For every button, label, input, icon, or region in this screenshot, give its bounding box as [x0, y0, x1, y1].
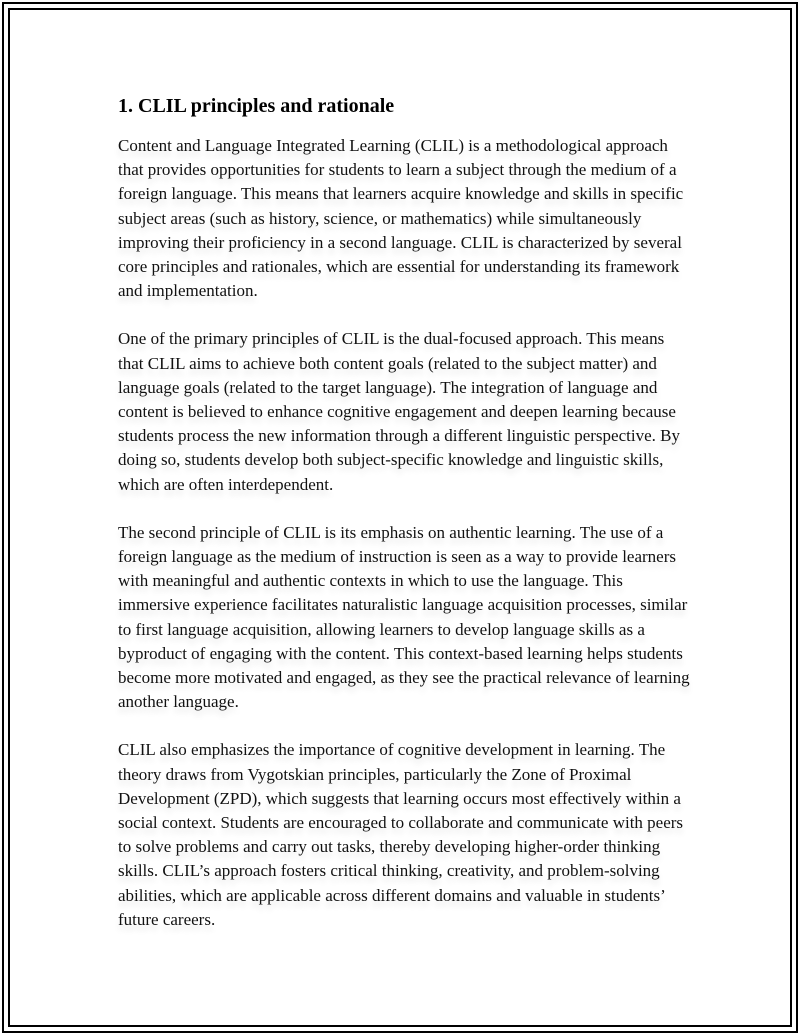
paragraph-authentic-learning: The second principle of CLIL is its emphasis on authentic learning. The use of a foreign language as the medium of instruction is seen as a way to provide learners with meaningful and authentic contexts in which to use the language. This immersive experience facilitates naturalistic language acquisition processes, similar to first language acquisition, allowing learners to develop language skills as a byproduct of engaging with the content. This context-based learning helps students become more motivated and engaged, as they see the practical relevance of learning another language.	[118, 522, 690, 712]
document-body	[118, 92, 690, 956]
paragraph-dual-focus: One of the primary principles of CLIL is the dual-focused approach. This means that CLIL aims to achieve both content goals (related to the subject matter) and language goals (related to the target language). The integration of language and content is believed to enhance cognitive engagement and deepen learning because students process the new information through a different linguistic perspective. By doing so, students develop both subject-specific knowledge and linguistic skills, which are often interdependent.	[118, 329, 680, 494]
paragraph-cognitive-development: CLIL also emphasizes the importance of cognitive development in learning. The theory draws from Vygotskian principles, particularly the Zone of Proximal Development (ZPD), which suggests that learning occurs most effectively within a social context. Students are encouraged to collaborate and communicate with peers to solve problems and carry out tasks, thereby developing higher-order thinking skills. CLIL’s approach fosters critical thinking, creativity, and problem-solving abilities, which are applicable across different domains and valuable in students’ future careers.	[118, 740, 684, 929]
section-heading: 1. CLIL principles and rationale	[118, 95, 395, 117]
paragraph-intro: Content and Language Integrated Learning (CLIL) is a methodological approach that provides opportunities for students to learn a subject through the medium of a foreign language. This means that learners acquire knowledge and skills in specific subject areas (such as history, science, or mathematics) while simultaneously improving their proficiency in a second language. CLIL is characterized by several core principles and rationales, which are essential for understanding its framework and implementation.	[118, 136, 684, 301]
